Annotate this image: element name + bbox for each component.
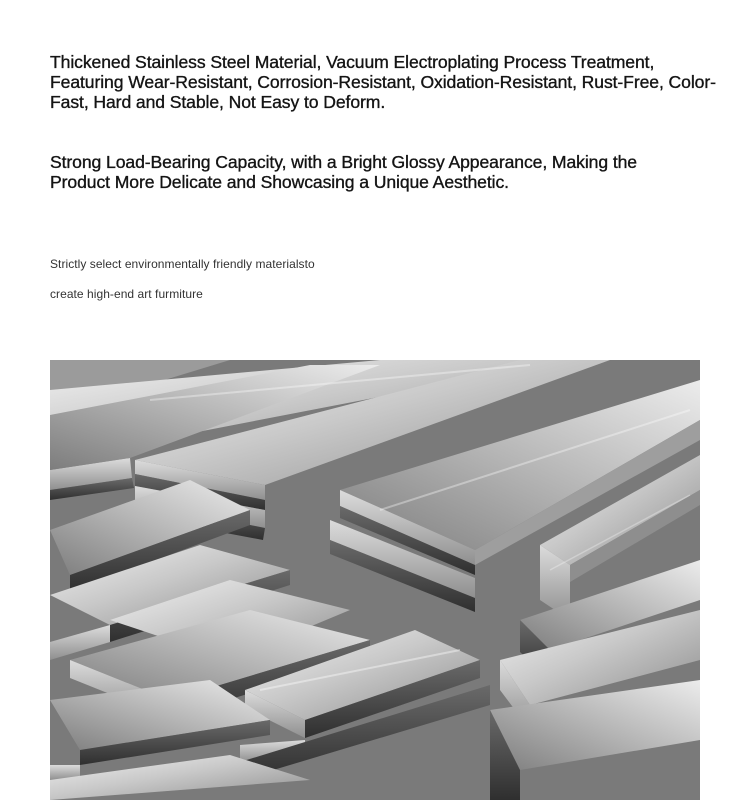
headline-material: Thickened Stainless Steel Material, Vacuum Electroplating Process Treatment, Featuring Wear-Resistant, Corrosion-Resistant, Oxidation-Resistant, Rust-Free, Color-Fast, Hard and Stable, Not Easy to Deform.	[50, 52, 716, 112]
subline-materials: Strictly select environmentally friendly materialsto	[50, 257, 315, 271]
steel-bars-illustration	[50, 360, 700, 800]
headline-load-bearing: Strong Load-Bearing Capacity, with a Bright Glossy Appearance, Making the Product More Delicate and Showcasing a Unique Aesthetic.	[50, 152, 637, 192]
steel-bars-photo	[50, 360, 700, 800]
subline-furniture: create high-end art furmiture	[50, 287, 203, 301]
